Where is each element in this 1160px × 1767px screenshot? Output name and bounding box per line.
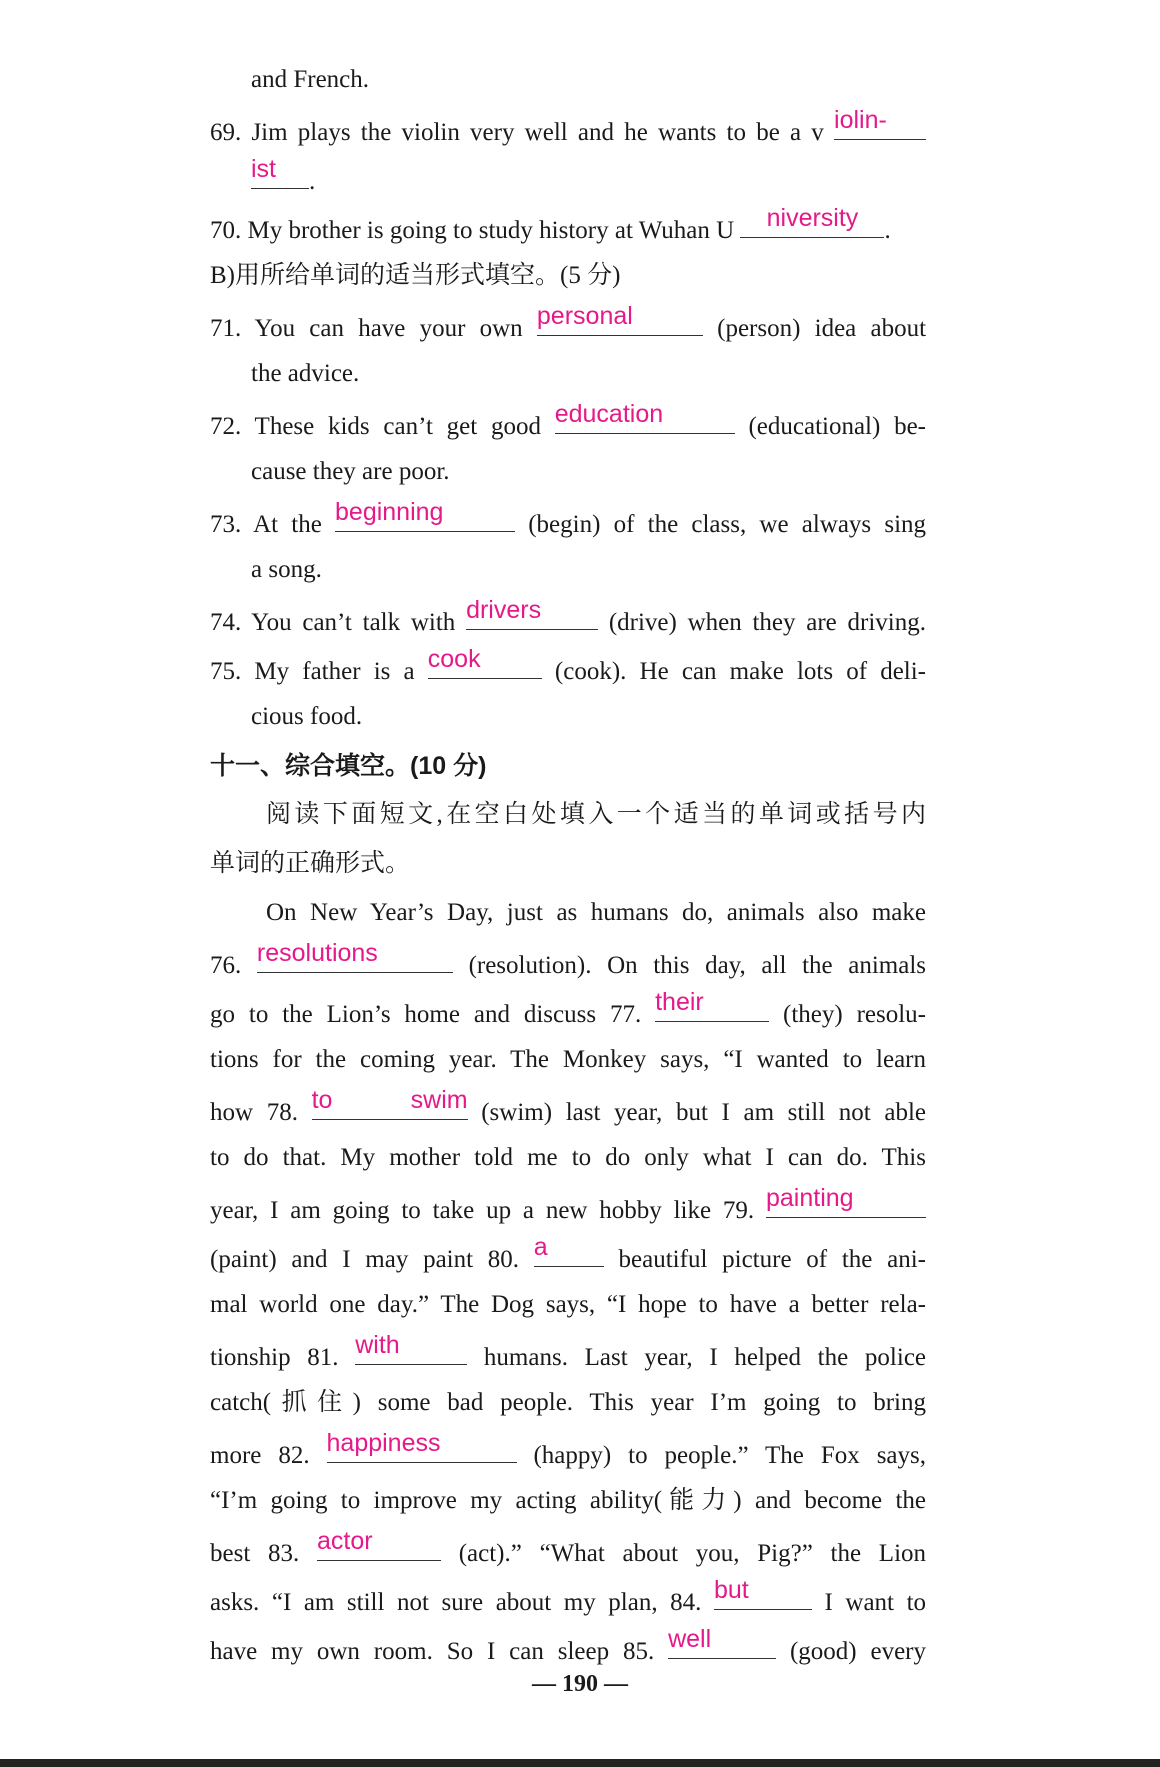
- answer-76: resolutions: [256, 939, 378, 967]
- passage-line-77: go to the Lion’s home and discuss 77. their (they) resolu-: [210, 988, 927, 1028]
- instruction-line: 阅读下面短文,在空白处填入一个适当的单词或括号内: [266, 801, 926, 828]
- bottom-edge-bar: [0, 1759, 1160, 1767]
- answer-85: well: [668, 1625, 712, 1653]
- passage-line: mal world one day.” The Dog says, “I hope to have a better rela-: [210, 1291, 926, 1318]
- passage-line: “I’m going to improve my acting ability(能力) and become the: [210, 1487, 926, 1514]
- answer-79: painting: [766, 1184, 854, 1212]
- instruction-line: 单词的正确形式。: [210, 850, 411, 877]
- answer-blank-69a: [834, 106, 926, 140]
- text-line: and French.: [251, 66, 370, 93]
- question-69-cont: ist .: [251, 155, 316, 195]
- question-72: 72. These kids can’t get good education (educational) be-: [210, 400, 926, 440]
- answer-blank-72: [554, 400, 735, 434]
- answer-69b: ist: [251, 155, 276, 183]
- question-73: 73. At the beginning (begin) of the class, we always sing: [210, 498, 927, 538]
- answer-81: with: [355, 1331, 400, 1359]
- passage-line-80: (paint) and I may paint 80. a beautiful picture of the ani-: [210, 1233, 927, 1273]
- passage-line-83: best 83. actor (act).” “What about you, Pig?” the Lion: [210, 1527, 927, 1567]
- passage-line: On New Year’s Day, just as humans do, animals also make: [266, 899, 926, 926]
- answer-blank-73: [335, 498, 515, 532]
- question-69: 69. Jim plays the violin very well and he wants to be a v iolin-: [210, 109, 926, 149]
- answer-blank-80: [533, 1233, 604, 1267]
- answer-blank-85: [668, 1625, 776, 1659]
- passage-line-76: 76. resolutions (resolution). On this day, all the animals: [210, 939, 927, 979]
- answer-blank-82: [326, 1429, 517, 1463]
- text-line: the advice.: [251, 360, 360, 387]
- passage-line-79: year, I am going to take up a new hobby like 79. painting: [210, 1187, 926, 1227]
- text-line: cious food.: [251, 703, 363, 730]
- answer-blank-70: [740, 204, 884, 238]
- answer-72: education: [554, 400, 664, 428]
- answer-82: happiness: [326, 1429, 441, 1457]
- answer-73: beginning: [335, 498, 444, 526]
- answer-78: to swim: [311, 1086, 468, 1114]
- answer-69a: iolin-: [834, 106, 887, 134]
- passage-line-82: more 82. happiness (happy) to people.” The Fox says,: [210, 1429, 926, 1469]
- passage-line: tions for the coming year. The Monkey says, “I wanted to learn: [210, 1046, 926, 1073]
- section-11-heading: 十一、综合填空。(10 分): [210, 752, 487, 780]
- passage-line-81: tionship 81. with humans. Last year, I helped the police: [210, 1331, 927, 1371]
- answer-blank-69b: [251, 155, 309, 189]
- answer-blank-74: [466, 596, 598, 630]
- answer-blank-79: [766, 1184, 926, 1218]
- question-75: 75. My father is a cook (cook). He can make lots of deli-: [210, 645, 927, 685]
- answer-80: a: [533, 1233, 548, 1261]
- section-b-heading: B)用所给单词的适当形式填空。(5 分): [210, 262, 621, 289]
- answer-blank-76: [256, 939, 453, 973]
- text-line: cause they are poor.: [251, 458, 450, 485]
- answer-blank-78: [311, 1086, 468, 1120]
- answer-blank-71: [536, 302, 703, 336]
- answer-blank-81: [355, 1331, 467, 1365]
- text-line: a song.: [251, 556, 322, 583]
- answer-77: their: [655, 988, 704, 1016]
- question-70: 70. My brother is going to study history at Wuhan U niversity .: [210, 204, 891, 244]
- passage-line: catch(抓住) some bad people. This year I’m going to bring: [210, 1389, 926, 1416]
- answer-83: actor: [316, 1527, 373, 1555]
- answer-blank-83: [316, 1527, 441, 1561]
- passage-line-84: asks. “I am still not sure about my plan, 84. but I want to: [210, 1576, 927, 1616]
- passage-line: to do that. My mother told me to do only what I can do. This: [210, 1144, 926, 1171]
- question-74: 74. You can’t talk with drivers (drive) when they are driving.: [210, 596, 926, 636]
- answer-84: but: [713, 1576, 749, 1604]
- answer-75: cook: [427, 645, 481, 673]
- answer-blank-75: [427, 645, 542, 679]
- answer-71: personal: [536, 302, 633, 330]
- passage-line-78: how 78. to swim (swim) last year, but I am still not able: [210, 1086, 927, 1126]
- answer-blank-84: [713, 1576, 812, 1610]
- page-number: — 190 —: [532, 1671, 628, 1697]
- answer-70: niversity: [766, 204, 859, 232]
- passage-line-85: have my own room. So I can sleep 85. well (good) every: [210, 1625, 927, 1665]
- question-71: 71. You can have your own personal (person) idea about: [210, 302, 927, 342]
- answer-blank-77: [655, 988, 769, 1022]
- answer-74: drivers: [466, 596, 542, 624]
